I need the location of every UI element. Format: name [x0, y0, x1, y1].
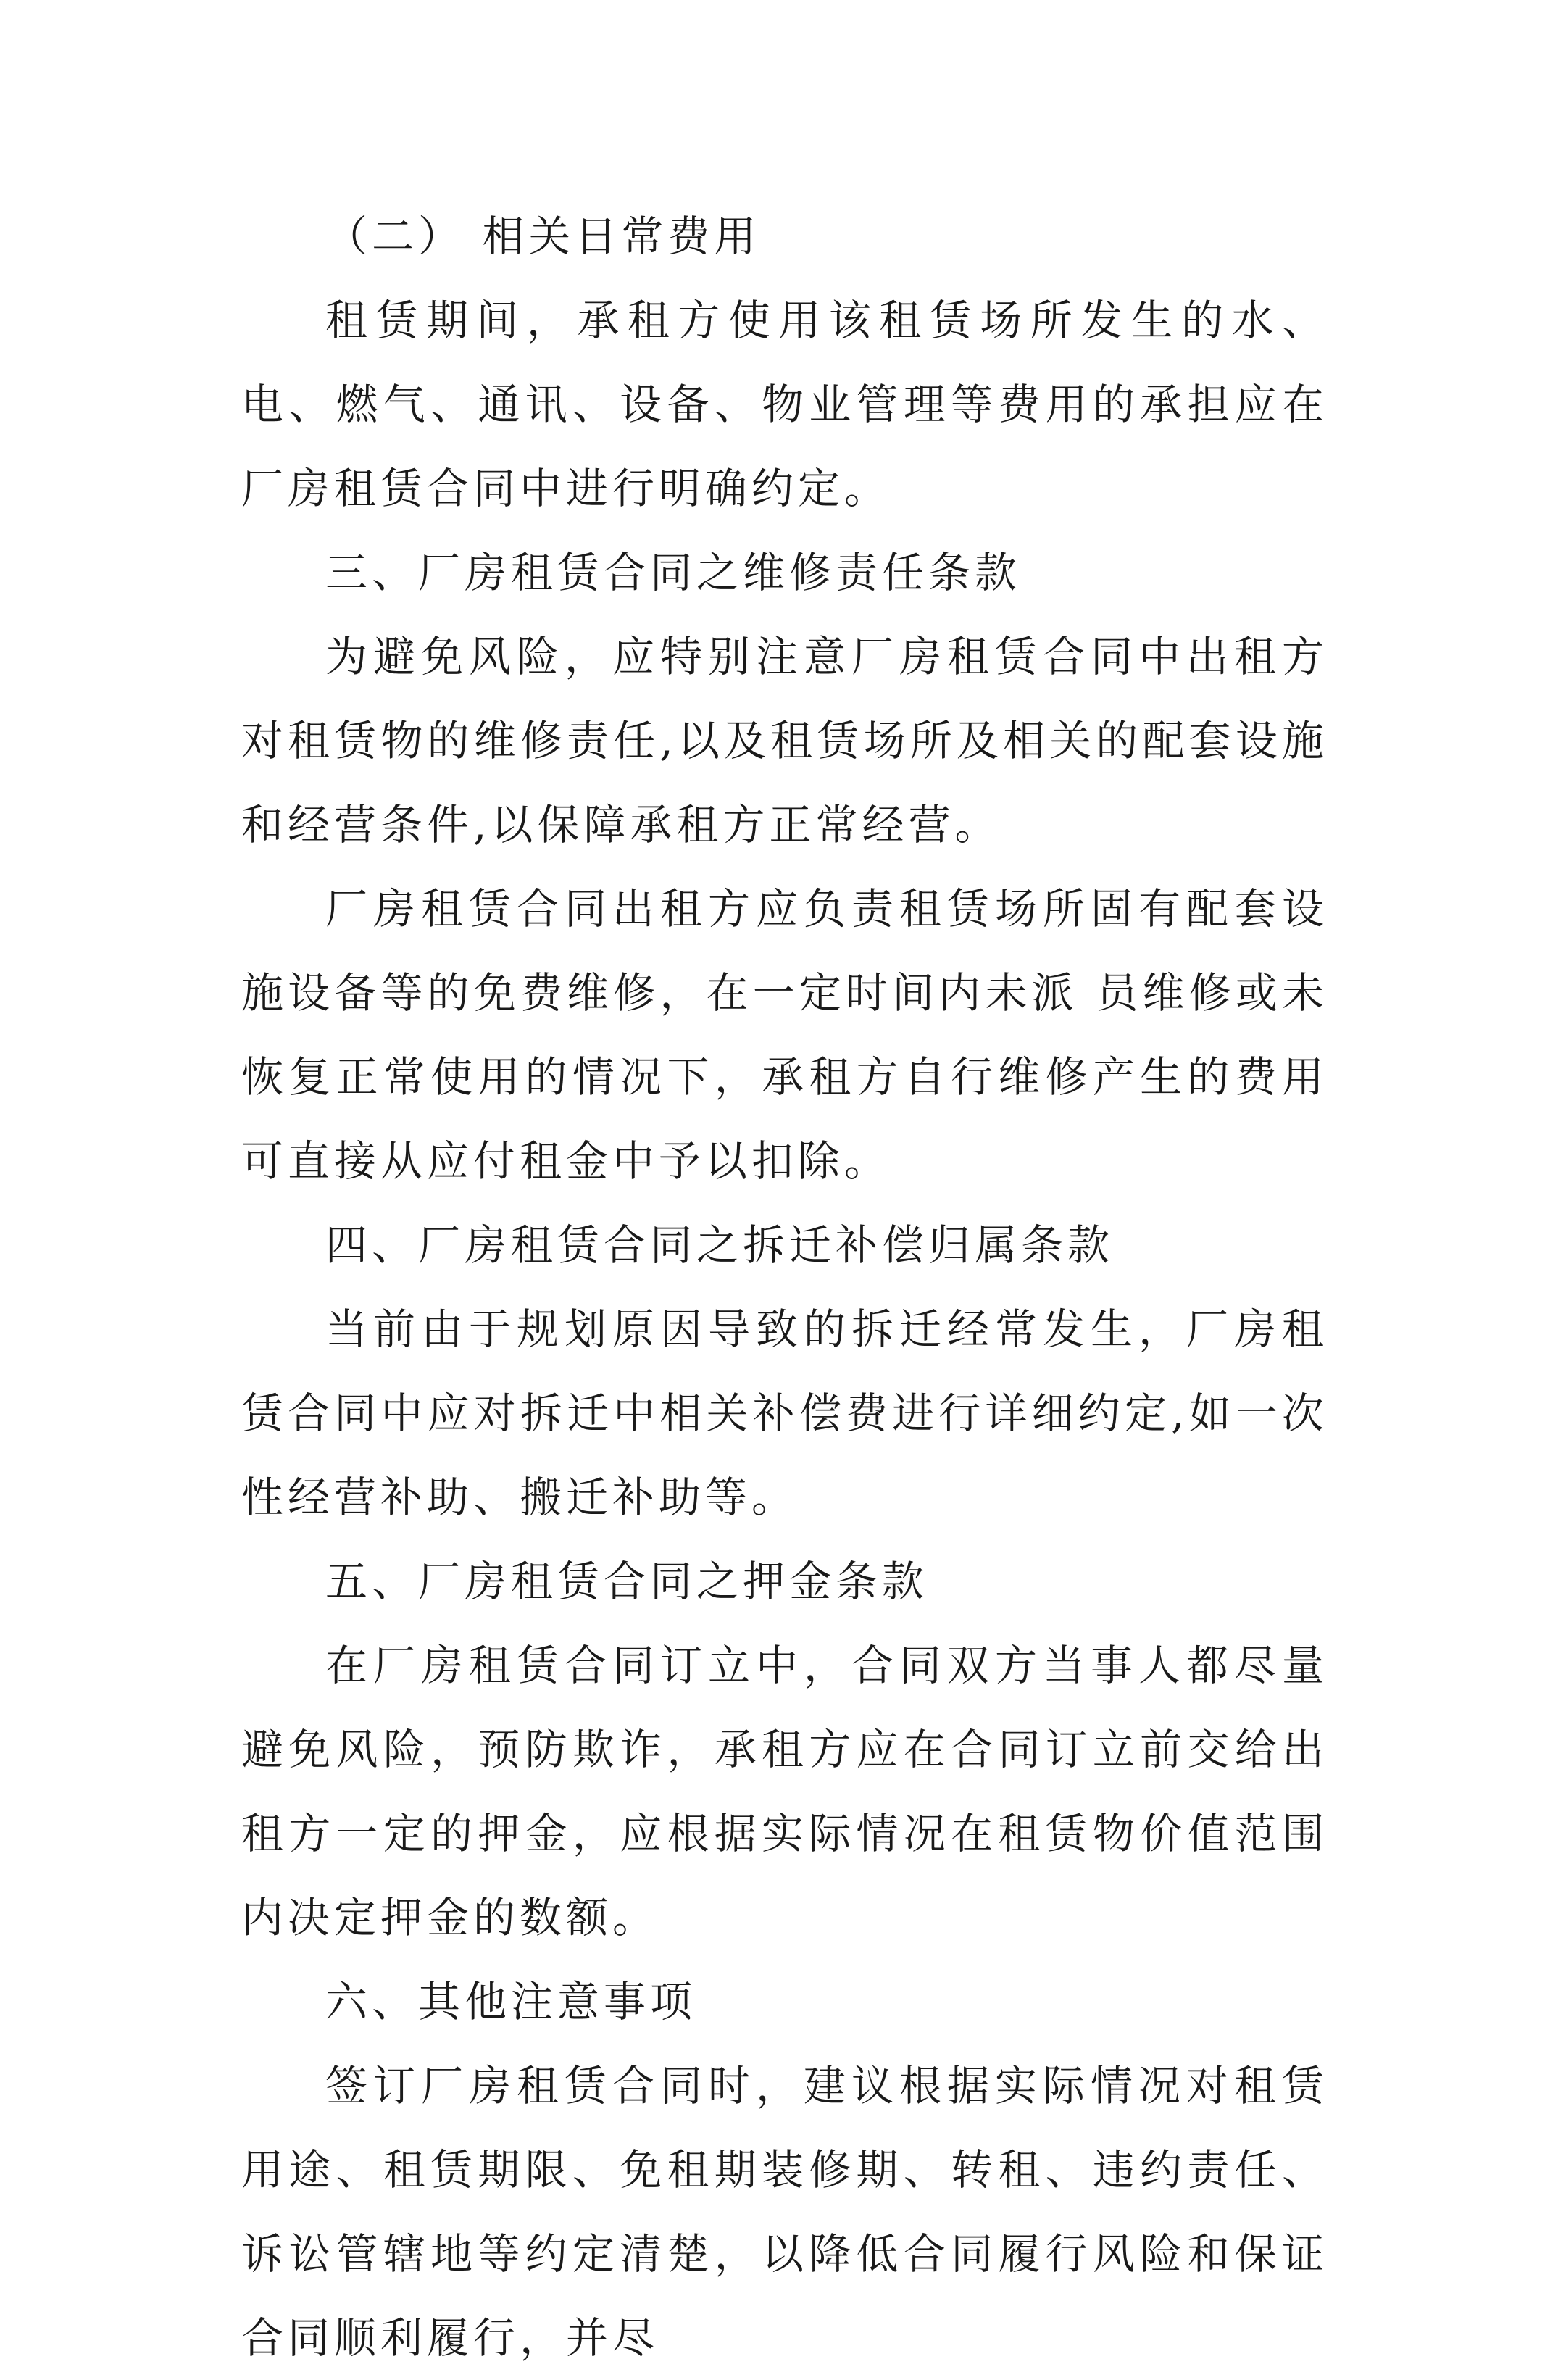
paragraph-demolition: 当前由于规划原因导致的拆迁经常发生，厂房租赁合同中应对拆迁中相关补偿费进行详细约定,如一次性经营补助、搬迁补助等。 — [241, 1305, 1328, 1522]
document-body — [241, 194, 1328, 2380]
paragraph-other-notes: 签订厂房租赁合同时，建议根据实际情况对租赁用途、租赁期限、免租期装修期、转租、违约责任、诉讼管辖地等约定清楚，以降低合同履行风险和保证合同顺利履行，并尽 — [241, 2061, 1328, 2363]
subsection-heading-daily-fees: （二） 相关日常费用 — [325, 212, 761, 261]
paragraph-daily-fees: 租赁期间，承租方使用该租赁场所发生的水、电、燃气、通讯、设备、物业管理等费用的承担应在厂房租赁合同中进行明确约定。 — [241, 296, 1328, 513]
section-heading-demolition: 四、厂房租赁合同之拆迁补偿归属条款 — [325, 1220, 1115, 1270]
paragraph-deposit: 在厂房租赁合同订立中，合同双方当事人都尽量避免风险，预防欺诈，承租方应在合同订立前交给出租方一定的押金，应根据实际情况在租赁物价值范围内决定押金的数额。 — [241, 1641, 1328, 1942]
paragraph-maintenance-1: 为避免风险，应特别注意厂房租赁合同中出租方对租赁物的维修责任,以及租赁场所及相关的配套设施和经营条件,以保障承租方正常经营。 — [241, 632, 1328, 849]
section-heading-deposit: 五、厂房租赁合同之押金条款 — [325, 1557, 929, 1606]
section-heading-maintenance: 三、厂房租赁合同之维修责任条款 — [325, 548, 1022, 597]
paragraph-maintenance-2: 厂房租赁合同出租方应负责租赁场所固有配套设施设备等的免费维修，在一定时间内未派 员维修或未恢复正常使用的情况下，承租方自行维修产生的费用可直接从应付租金中予以扣除。 — [241, 884, 1328, 1186]
section-heading-other-notes: 六、其他注意事项 — [325, 1977, 697, 2026]
